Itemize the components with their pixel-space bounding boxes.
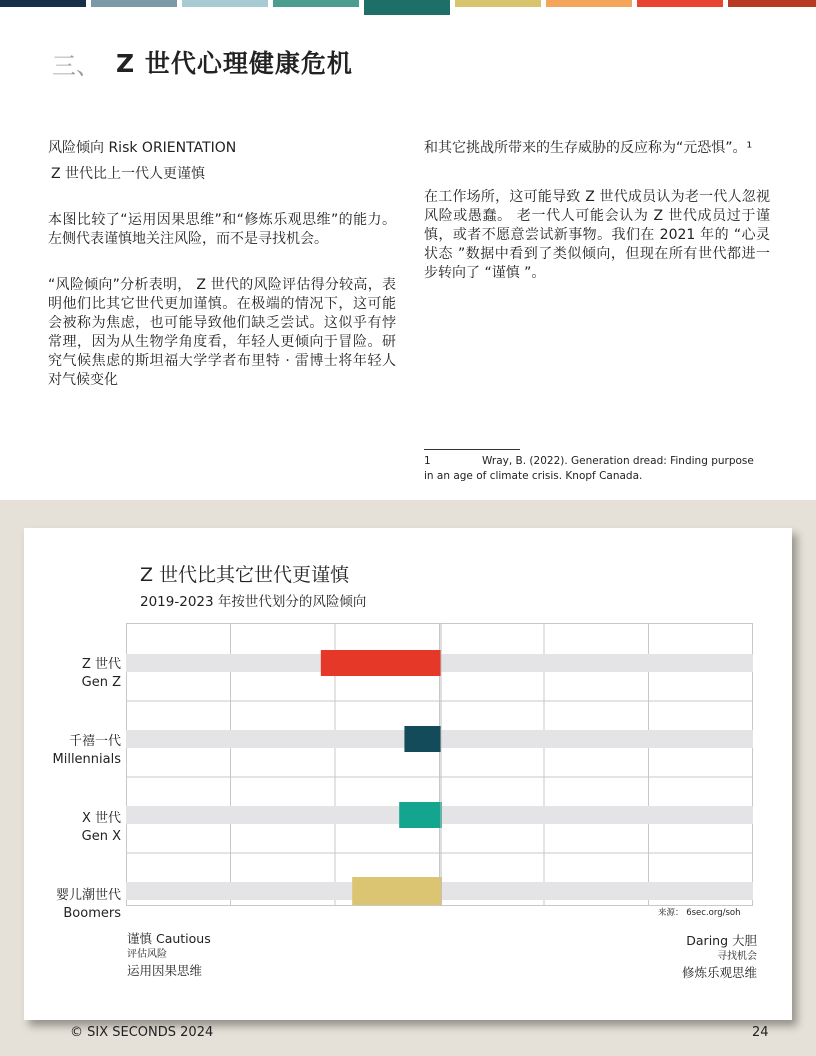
copyright: © SIX SECONDS 2024 <box>70 1025 214 1040</box>
axis-label-right-line3: 修炼乐观思维 <box>681 965 757 980</box>
axis-label-right-main: Daring 大胆 <box>686 933 757 948</box>
axis-label-left-line2: 评估风险 <box>127 949 167 960</box>
bar-gen-x <box>399 802 442 828</box>
y-label-zh: X 世代 <box>81 811 121 826</box>
bar-boomers <box>352 877 442 905</box>
bar-gen-z <box>321 650 441 676</box>
page-number: 24 <box>752 1025 769 1040</box>
y-label-en: Millennials <box>52 752 121 767</box>
footnote <box>424 454 764 484</box>
page-title: Z 世代心理健康危机 <box>116 49 353 78</box>
axis-label-left <box>127 931 211 979</box>
footnote-text: Wray, B. (2022). Generation dread: Finding purpose in an age of climate crisis. Knopf Canada. <box>424 455 754 482</box>
right-column <box>424 139 770 283</box>
risk-orientation-chart <box>126 623 753 906</box>
y-label-millennials <box>53 733 122 769</box>
color-stripe <box>0 0 86 7</box>
chart-subtitle: 2019-2023 年按世代划分的风险倾向 <box>140 594 367 610</box>
chart-source: 来源： 6sec.org/soh <box>658 908 741 918</box>
color-stripe <box>637 0 723 7</box>
y-label-genz <box>82 656 121 692</box>
y-label-en: Gen Z <box>81 675 121 690</box>
body-paragraph: 和其它挑战所带来的生存威胁的反应称为“元恐惧”。¹ <box>424 140 753 156</box>
y-label-genx <box>82 810 121 846</box>
section-number: 三、 <box>52 52 100 80</box>
y-label-boomers <box>56 887 121 923</box>
axis-label-left-main: 谨慎 Cautious <box>127 931 211 946</box>
y-label-zh: 千禧一代 <box>68 734 121 749</box>
chart-title: Z 世代比其它世代更谨慎 <box>140 564 350 586</box>
color-stripe <box>182 0 268 7</box>
y-label-zh: 婴儿潮世代 <box>55 888 121 903</box>
bar-millennials <box>404 726 441 752</box>
axis-label-left-line3: 运用因果思维 <box>127 963 203 978</box>
section-heading: 风险倾向 Risk ORIENTATION <box>48 140 237 156</box>
axis-label-right-line2: 寻找机会 <box>717 951 757 962</box>
body-paragraph: “风险倾向”分析表明， Z 世代的风险评估得分较高，表明他们比其它世代更加谨慎。在极端的情况下，这可能会被称为焦虑，也可能导致他们缺乏尝试。这似乎有悖常理，因为从生物学角度看，年轻人更倾向于冒险。研究气候焦虑的斯坦福大学学者布里特 · 雷博士将年轻人对气候变化 <box>48 277 396 388</box>
body-paragraph: 本图比较了“运用因果思维”和“修炼乐观思维”的能力。左侧代表谨慎地关注风险，而不是寻找机会。 <box>48 212 396 247</box>
axis-label-right <box>682 933 757 981</box>
color-stripe <box>455 0 541 7</box>
color-stripe <box>364 0 450 15</box>
footnote-number: 1 <box>424 455 431 467</box>
y-label-en: Boomers <box>63 906 121 921</box>
color-stripe <box>728 0 816 7</box>
color-stripe <box>273 0 359 7</box>
color-stripe <box>546 0 632 7</box>
y-label-en: Gen X <box>81 829 121 844</box>
body-paragraph: 在工作场所，这可能导致 Z 世代成员认为老一代人忽视风险或愚蠢。 老一代人可能会认为 Z 世代成员过于谨慎，或者不愿意尝试新事物。我们在 2021 年的 “心灵状态 ”数据中看到了类似倾向，但现在所有世代都进一步转向了 “谨慎 ”。 <box>424 189 770 281</box>
color-stripe <box>91 0 177 7</box>
y-label-zh: Z 世代 <box>81 657 121 672</box>
section-subheading: Z 世代比上一代人更谨慎 <box>51 166 206 182</box>
footnote-divider <box>424 449 520 450</box>
left-column <box>48 139 396 390</box>
